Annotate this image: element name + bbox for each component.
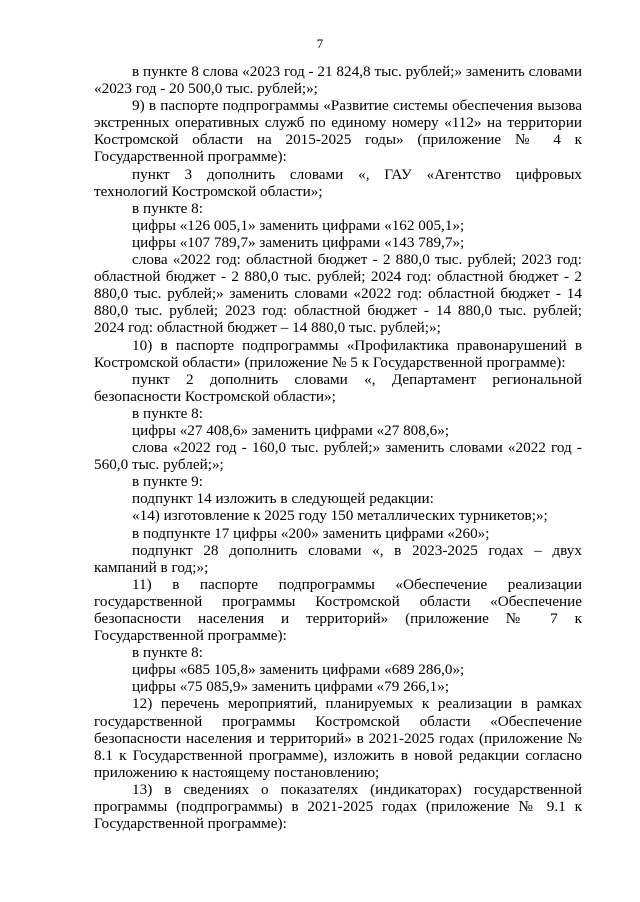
paragraph-subitem-14-intro: подпункт 14 изложить в следующей редакции: [132,490,434,508]
paragraph-figures-107: цифры «107 789,7» заменить цифрами «143 789,7»; [132,233,465,251]
paragraph-in-item-8: в пункте 8: [132,199,203,217]
paragraph-in-item-8: в пункте 8: [132,644,203,662]
paragraph-figures-75085: цифры «75 085,9» заменить цифрами «79 266,1»; [132,678,450,696]
paragraph-in-item-8: в пункте 8: [132,404,203,422]
paragraph-words-budget-2022: слова «2022 год: областной бюджет - 2 880,0 тыс. рублей; 2023 год: областной бюджет - 2 880,0 тыс. рублей; 2024 год: областной бюджет - 2 880,0 тыс. рублей;» заменить словами «2022 год: областной бюджет - 14 880,0 тыс. рублей; 2023 год: областной бюджет - 14 880,0 тыс. рублей; 2024 год: областной бюджет – 14 880,0 тыс. рублей;»; [94,251,582,337]
paragraph-12-measures-list: 12) перечень мероприятий, планируемых к реализации в рамках государственной программы Костромской области «Обеспечение безопасности населения и территорий» в 2021-2025 годах (приложение № 8.1 к Государственной программе), изложить в новой редакции согласно приложению к настоящему постановлению; [94,695,582,781]
paragraph-subitem-28: подпункт 28 дополнить словами «, в 2023-2025 годах – двух кампаний в год;»; [94,541,582,576]
paragraph-item-8-words: в пункте 8 слова «2023 год - 21 824,8 тыс. рублей;» заменить словами «2023 год - 20 500,0 тыс. рублей;»; [94,63,582,98]
paragraph-figures-685: цифры «685 105,8» заменить цифрами «689 286,0»; [132,661,465,679]
paragraph-subitem-17: в подпункте 17 цифры «200» заменить цифрами «260»; [132,524,490,542]
paragraph-figures-27408: цифры «27 408,6» заменить цифрами «27 808,6»; [132,421,450,439]
paragraph-figures-126: цифры «126 005,1» заменить цифрами «162 005,1»; [132,216,465,234]
paragraph-item-3-add-words: пункт 3 дополнить словами «, ГАУ «Агентство цифровых технологий Костромской области»; [94,165,582,200]
paragraph-9-passport-112: 9) в паспорте подпрограммы «Развитие системы обеспечения вызова экстренных оперативных служб по единому номеру «112» на территории Костромской области на 2015-2025 годы» (приложение № 4 к Государственной программе): [94,97,582,166]
page-number: 7 [316,36,324,51]
document-body [94,63,582,832]
paragraph-subitem-14-text: «14) изготовление к 2025 году 150 металлических турникетов;»; [132,507,548,525]
paragraph-13-indicators: 13) в сведениях о показателях (индикаторах) государственной программы (подпрограммы) в 2021-2025 годах (приложение № 9.1 к Государственной программе): [94,780,582,833]
paragraph-10-passport-offenses: 10) в паспорте подпрограммы «Профилактика правонарушений в Костромской области» (приложение № 5 к Государственной программе): [94,336,582,371]
paragraph-words-2022-160: слова «2022 год - 160,0 тыс. рублей;» заменить словами «2022 год - 560,0 тыс. рублей;»; [94,439,582,474]
paragraph-in-item-9: в пункте 9: [132,473,203,491]
paragraph-11-passport-support: 11) в паспорте подпрограммы «Обеспечение реализации государственной программы Костромской области «Обеспечение безопасности населения и территорий» (приложение № 7 к Государственной программе): [94,575,582,645]
paragraph-item-2-add-words: пункт 2 дополнить словами «, Департамент региональной безопасности Костромской области»; [94,370,582,405]
